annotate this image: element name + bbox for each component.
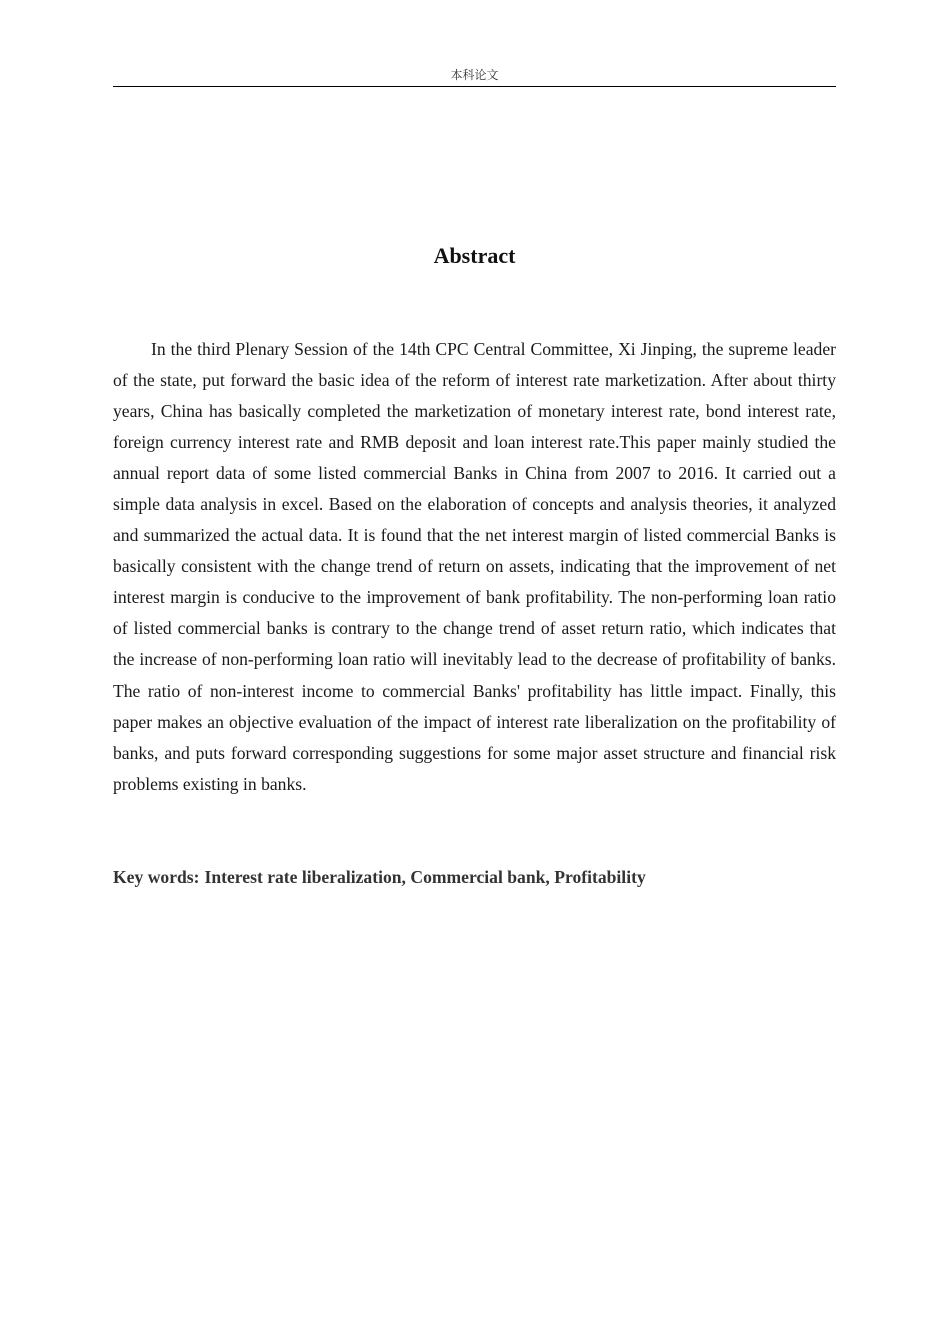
keywords-line bbox=[113, 862, 836, 893]
keywords-label: Key words: bbox=[113, 867, 200, 887]
header-text: 本科论文 bbox=[450, 68, 499, 82]
abstract-body: In the third Plenary Session of the 14th CPC Central Committee, Xi Jinping, the supreme leader of the state, put forward the basic idea of the reform of interest rate marketization. After about thirty years, China has basically completed the marketization of monetary interest rate, bond interest rate, foreign currency interest rate and RMB deposit and loan interest rate.This paper mainly studied the annual report data of some listed commercial Banks in China from 2007 to 2016. It carried out a simple data analysis in excel. Based on the elaboration of concepts and analysis theories, it analyzed and summarized the actual data. It is found that the net interest margin of listed commercial Banks is basically consistent with the change trend of return on assets, indicating that the improvement of net interest margin is conducive to the improvement of bank profitability. The non-performing loan ratio of listed commercial banks is contrary to the change trend of asset return ratio, which indicates that the increase of non-performing loan ratio will inevitably lead to the decrease of profitability of banks. The ratio of non-interest income to commercial Banks' profitability has little impact. Finally, this paper makes an objective evaluation of the impact of interest rate liberalization on the profitability of banks, and puts forward corresponding suggestions for some major asset structure and financial risk problems existing in banks. bbox=[113, 339, 836, 794]
keywords-value: Interest rate liberalization, Commercial bank, Profitability bbox=[204, 867, 646, 887]
abstract-title: Abstract bbox=[433, 243, 516, 268]
page-header bbox=[113, 66, 836, 87]
